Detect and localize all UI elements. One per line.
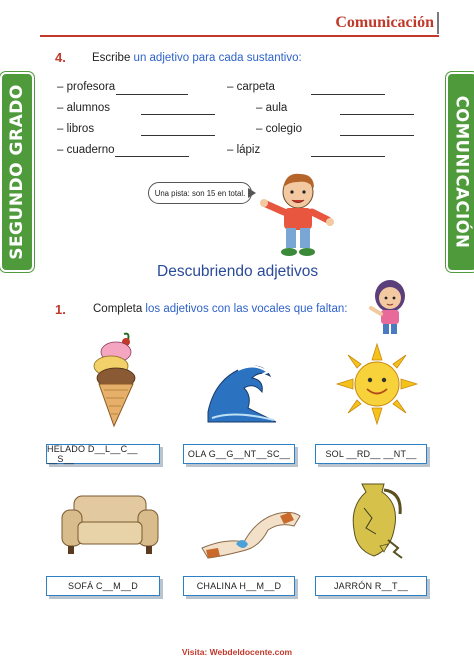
exercise-1-instruction-prefix: Completa (93, 303, 146, 315)
exercise-4-instruction-highlight: un adjetivo para cada sustantivo: (133, 52, 302, 64)
noun-lapiz: – lápiz (227, 144, 261, 156)
answer-box-sol[interactable] (315, 444, 427, 464)
girl-illustration (366, 278, 414, 338)
answer-box-sol-text: SOL __RD__ __NT__ (325, 449, 417, 459)
side-tab-grade (0, 72, 34, 272)
noun-profesora: – profesora (57, 81, 116, 93)
header-rule (40, 35, 439, 37)
sun-illustration (335, 342, 419, 426)
noun-libros: – libros (57, 123, 95, 135)
noun-aula: – aula (256, 102, 288, 114)
vase-illustration (344, 478, 410, 562)
hint-text: Una pista: son 15 en total. (154, 188, 246, 198)
answer-line-carpeta[interactable] (311, 94, 385, 95)
answer-line-lapiz[interactable] (311, 156, 385, 157)
side-tab-grade-label: SEGUNDO GRADO (7, 84, 27, 260)
wave-illustration (204, 352, 280, 426)
side-tab-subject (446, 72, 474, 272)
exercise-1-number: 1. (55, 302, 66, 317)
answer-box-ola-text: OLA G__G__NT__SC__ (187, 449, 291, 459)
hint-bubble (148, 182, 252, 204)
exercise-1-instruction (93, 303, 347, 315)
footer-link[interactable]: Visita: Webdeldocente.com (181, 647, 293, 657)
exercise-4-number: 4. (55, 50, 66, 65)
exercise-4-instruction (92, 52, 302, 64)
boy-illustration (258, 170, 338, 262)
header-divider-tick (437, 12, 439, 34)
scarf-illustration (196, 500, 306, 560)
answer-box-helado-text: HELADO D__L__C__ __S__ (47, 444, 138, 464)
ice-cream-illustration (86, 330, 146, 430)
answer-box-chalina-text: CHALINA H__M__D (196, 581, 282, 591)
noun-carpeta: – carpeta (227, 81, 275, 93)
answer-line-colegio[interactable] (340, 135, 414, 136)
answer-box-ola[interactable] (183, 444, 295, 464)
exercise-4-instruction-prefix: Escribe (92, 52, 134, 64)
answer-line-alumnos[interactable] (141, 114, 215, 115)
answer-box-chalina[interactable] (183, 576, 295, 596)
exercise-1-instruction-highlight: los adjetivos con las vocales que faltan: (145, 303, 348, 315)
hint-bubble-tail (248, 188, 256, 198)
answer-box-sofa[interactable] (46, 576, 160, 596)
answer-box-jarron[interactable] (315, 576, 427, 596)
section-title: Descubriendo adjetivos (157, 263, 319, 280)
answer-box-jarron-text: JARRÓN R__T__ (333, 581, 409, 591)
answer-line-cuaderno[interactable] (115, 156, 189, 157)
answer-box-sofa-text: SOFÁ C__M__D (68, 581, 138, 591)
noun-cuaderno: – cuaderno (57, 144, 115, 156)
header-title: Comunicación (335, 14, 434, 31)
sofa-illustration (58, 488, 162, 558)
answer-box-helado[interactable] (46, 444, 160, 464)
answer-line-libros[interactable] (141, 135, 215, 136)
answer-line-profesora[interactable] (116, 94, 188, 95)
noun-alumnos: – alumnos (57, 102, 111, 114)
side-tab-subject-label: COMUNICACIÓN (452, 95, 472, 249)
noun-colegio: – colegio (256, 123, 303, 135)
answer-line-aula[interactable] (340, 114, 414, 115)
